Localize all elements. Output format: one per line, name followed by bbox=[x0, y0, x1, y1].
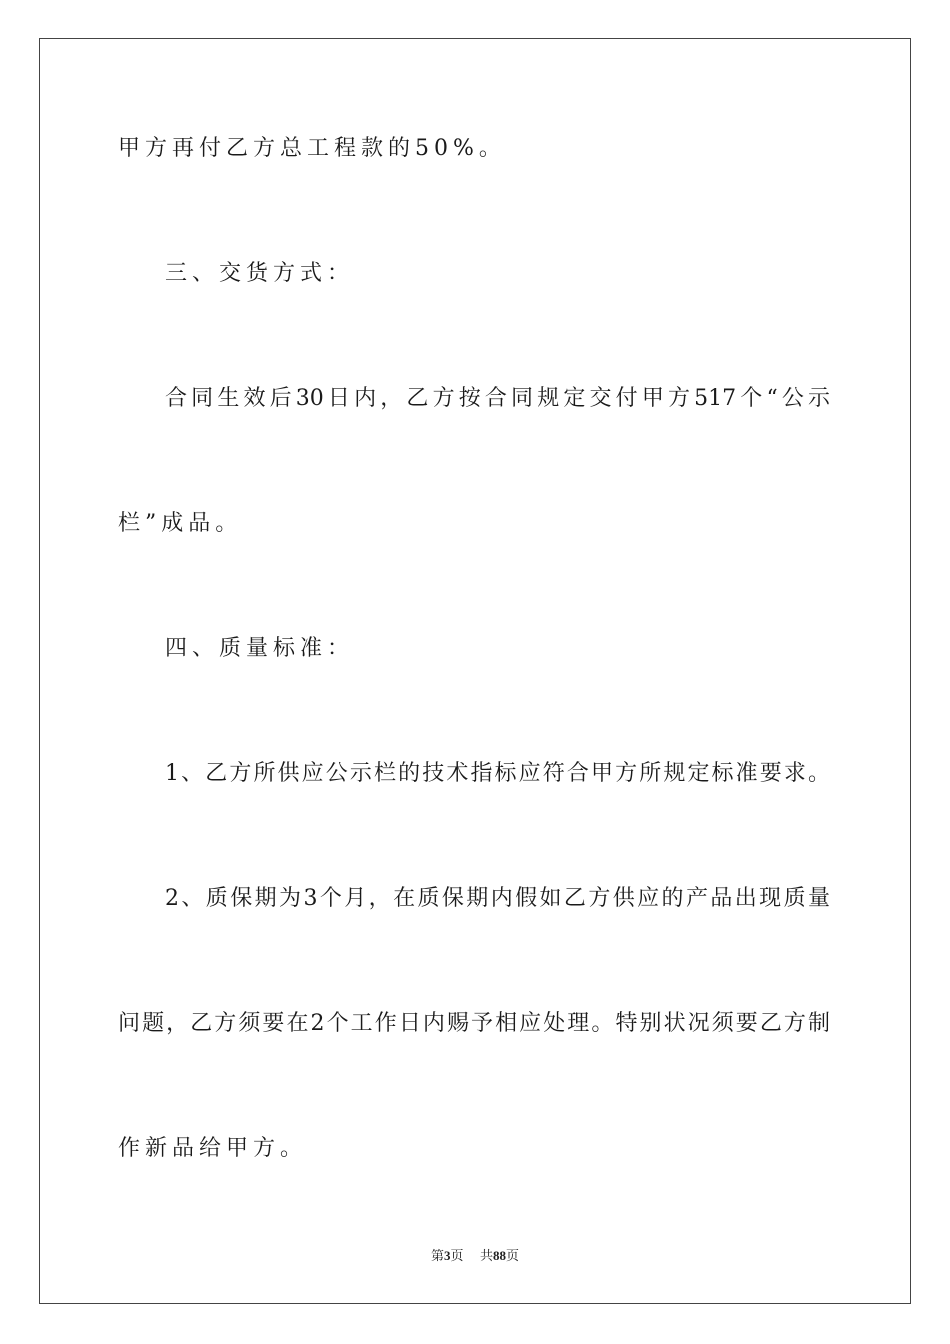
paragraph-delivery-line-1: 合同生效后30日内，乙方按合同规定交付甲方517个“公示 bbox=[165, 386, 830, 411]
footer-total-suffix: 页 bbox=[506, 1249, 520, 1264]
page-footer bbox=[0, 1247, 950, 1266]
paragraph-quality-item-1: 1、乙方所供应公示栏的技术指标应符合甲方所规定标准要求。 bbox=[165, 761, 830, 786]
footer-page-prefix: 第 bbox=[430, 1249, 444, 1264]
heading-quality-standard: 四、质量标准： bbox=[165, 636, 355, 661]
paragraph-quality-item-2-line-3: 作新品给甲方。 bbox=[118, 1136, 308, 1161]
heading-delivery-method: 三、交货方式： bbox=[165, 261, 355, 286]
paragraph-quality-item-2-line-1: 2、质保期为3个月，在质保期内假如乙方供应的产品出现质量 bbox=[165, 886, 830, 911]
page-border bbox=[39, 38, 911, 1304]
paragraph-payment-line: 甲方再付乙方总工程款的50%。 bbox=[118, 136, 506, 161]
paragraph-quality-item-2-line-2: 问题，乙方须要在2个工作日内赐予相应处理。特别状况须要乙方制 bbox=[118, 1011, 830, 1036]
footer-total-pages: 88 bbox=[493, 1248, 507, 1263]
footer-page-suffix: 页 bbox=[450, 1249, 464, 1264]
footer-total-prefix: 共 bbox=[480, 1249, 494, 1264]
footer-page-number: 3 bbox=[443, 1248, 451, 1263]
paragraph-delivery-line-2: 栏”成品。 bbox=[118, 511, 243, 536]
